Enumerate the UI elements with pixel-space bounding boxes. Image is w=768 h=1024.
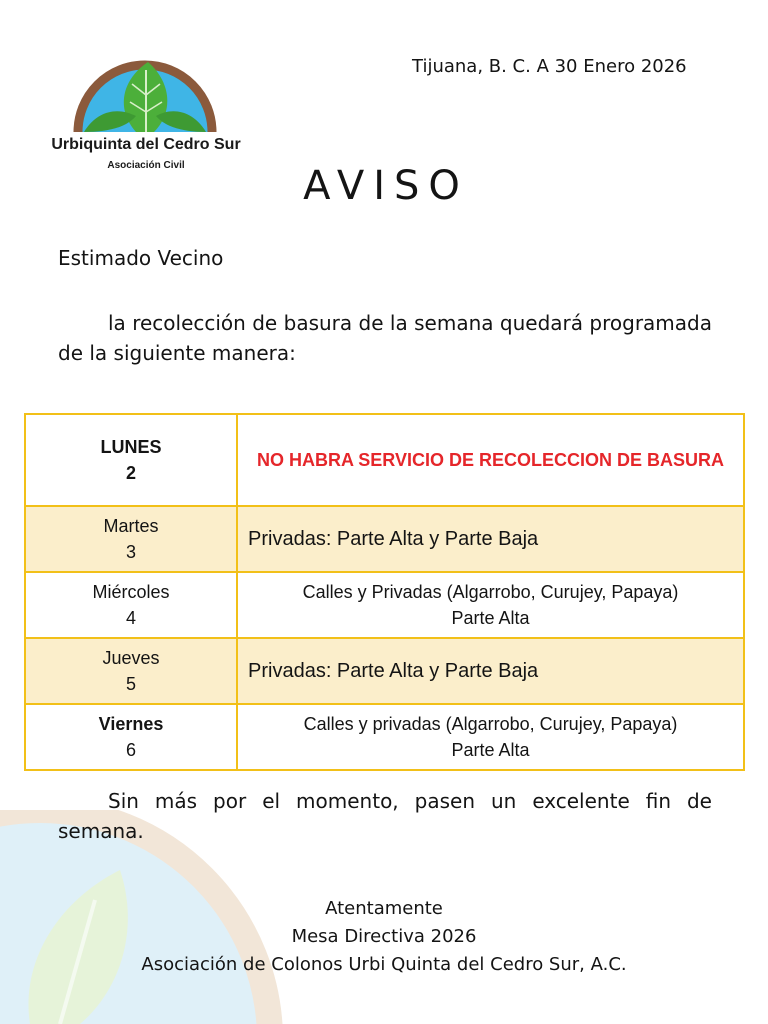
notice-title: AVISO — [303, 163, 469, 209]
service-description: Calles y privadas (Algarrobo, Curujey, Papaya) — [303, 714, 678, 734]
signature-organization: Asociación de Colonos Urbi Quinta del Cedro Sur, A.C. — [141, 954, 627, 975]
day-name: Martes — [103, 516, 159, 536]
day-cell — [25, 704, 237, 770]
day-number: 5 — [125, 674, 136, 694]
day-number: 3 — [125, 542, 136, 562]
service-cell — [237, 704, 744, 770]
day-cell — [25, 414, 237, 506]
table-row — [25, 704, 744, 770]
service-description: Privadas: Parte Alta y Parte Baja — [248, 660, 539, 682]
service-description: Privadas: Parte Alta y Parte Baja — [248, 528, 539, 550]
service-area: Parte Alta — [451, 740, 530, 760]
day-number: 2 — [125, 463, 136, 483]
organization-type: Asociación Civil — [107, 160, 185, 171]
leaf-logo-icon — [36, 40, 256, 136]
table-row — [25, 414, 744, 506]
table-row — [25, 506, 744, 572]
day-cell — [25, 572, 237, 638]
service-cell — [237, 506, 744, 572]
day-name: Viernes — [98, 714, 164, 734]
no-service-alert: NO HABRA SERVICIO DE RECOLECCION DE BASURA — [256, 450, 725, 470]
closing-paragraph: Sin más por el momento, pasen un excelente fin de semana. — [58, 789, 712, 843]
service-cell — [237, 572, 744, 638]
organization-name: Urbiquinta del Cedro Sur — [51, 136, 241, 153]
service-description: Calles y Privadas (Algarrobo, Curujey, Papaya) — [302, 582, 679, 602]
day-number: 4 — [125, 608, 136, 628]
day-cell — [25, 506, 237, 572]
day-number: 6 — [125, 740, 136, 760]
table-row — [25, 638, 744, 704]
day-name: Jueves — [102, 648, 160, 668]
day-name: Miércoles — [92, 582, 170, 602]
place-date: Tijuana, B. C. A 30 Enero 2026 — [412, 56, 687, 77]
signature-committee: Mesa Directiva 2026 — [291, 926, 477, 947]
day-name: LUNES — [100, 437, 162, 457]
table-row — [25, 572, 744, 638]
service-cell — [237, 414, 744, 506]
organization-logo — [36, 40, 256, 180]
service-area: Parte Alta — [451, 608, 530, 628]
service-cell — [237, 638, 744, 704]
intro-paragraph: la recolección de basura de la semana quedará programada de la siguiente manera: — [58, 311, 712, 365]
signature-salutation: Atentamente — [325, 898, 443, 919]
collection-schedule-table — [24, 413, 745, 771]
greeting: Estimado Vecino — [58, 246, 224, 270]
day-cell — [25, 638, 237, 704]
